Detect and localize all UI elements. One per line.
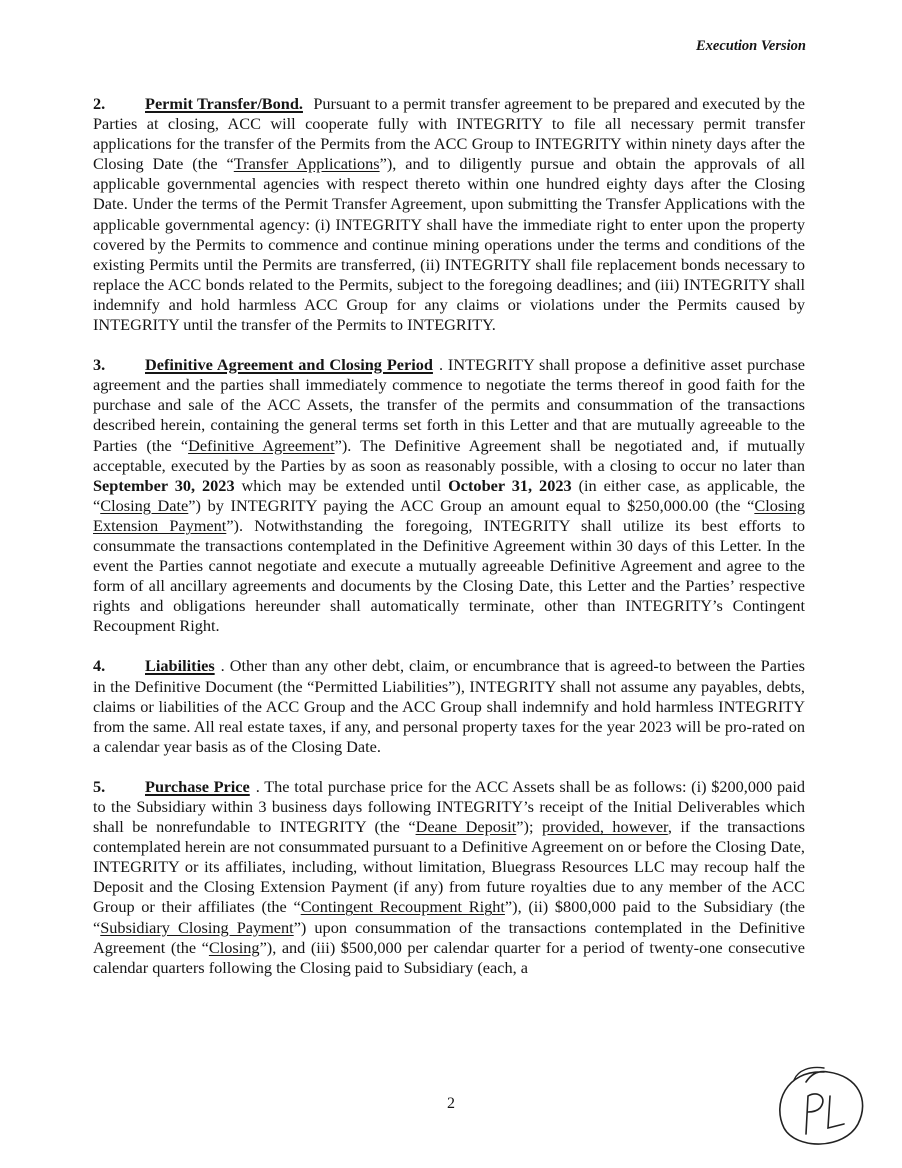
- section-heading: Purchase Price: [145, 776, 250, 796]
- body-text: ”), and (iii) $500,000 per calendar quarter for a period of twenty-one consecutive calendar quarters following the Closing paid to Subsidiary (each, a: [93, 937, 805, 977]
- body-text: , if the transactions contemplated herein are not consummated pursuant to a Definitive Agreement on or before the Closing Date, INTEGRITY or its affiliates, including, without limitation, Bluegrass Resources LLC may recoup half the Deposit and the Closing Extension Payment (if any) from future royalties due to any member of the ACC Group or their affiliates (the “: [93, 817, 805, 917]
- defined-term: Contingent Recoupment Right: [300, 897, 505, 917]
- section-heading: Liabilities: [145, 656, 215, 676]
- section-number: 5.: [93, 776, 106, 796]
- body-text: Pursuant to a permit transfer agreement to be prepared and executed by the Parties at closing, ACC will cooperate fully with INTEGRITY to file all necessary permit transfer applications for the transfer of the Permits from the ACC Group to INTEGRITY within ninety days after the Closing Date (the “: [93, 94, 806, 174]
- body-text: ”) by INTEGRITY paying the ACC Group an amount equal to $250,000.00 (the “: [188, 495, 755, 515]
- body-text: ”);: [516, 817, 542, 837]
- section-heading: Permit Transfer/Bond.: [145, 94, 303, 113]
- execution-version-label: Execution Version: [696, 38, 806, 54]
- section-5: [93, 777, 805, 978]
- body-text: . INTEGRITY shall propose a definitive asset purchase agreement and the parties shall immediately commence to negotiate the terms thereof in good faith for the purchase and sale of the ACC Assets, the transfer of the permits and consummation of the transactions described herein, containing the general terms set forth in this Letter and that are mutually agreeable to the Parties (the “: [93, 355, 805, 455]
- body-text: . Other than any other debt, claim, or encumbrance that is agreed-to between the Parties in the Definitive Document (the “Permitted Liabilities”), INTEGRITY shall not assume any payables, debts, claims or liabilities of the ACC Group and the ACC Group shall indemnify and hold harmless INTEGRITY from the same. All real estate taxes, if any, and personal property taxes for the year 2023 will be pro-rated on a calendar year basis as of the Closing Date.: [93, 656, 805, 756]
- body-text: which may be extended until: [234, 475, 449, 495]
- body-text: ”), (ii) $800,000 paid to the Subsidiary (the “: [93, 897, 805, 937]
- emphasized-date: October 31, 2023: [448, 475, 572, 495]
- body-text: ”) upon consummation of the transactions contemplated in the Definitive Agreement (the “: [93, 917, 805, 957]
- page-number: 2: [447, 1095, 455, 1112]
- body-text: (in either case, as applicable, the “: [93, 475, 805, 515]
- section-number: 4.: [93, 656, 106, 676]
- defined-term: Definitive Agreement: [188, 435, 335, 455]
- defined-term: Subsidiary Closing Payment: [100, 917, 294, 937]
- section-heading: Definitive Agreement and Closing Period: [145, 355, 433, 375]
- defined-term: Closing Extension Payment: [93, 495, 806, 535]
- defined-term: Closing: [208, 937, 260, 957]
- section-3: [93, 355, 805, 636]
- section-2: [93, 94, 805, 335]
- emphasized-date: September 30, 2023: [93, 475, 235, 495]
- body-text: ”). Notwithstanding the foregoing, INTEGRITY shall utilize its best efforts to consummate the transactions contemplated in the Definitive Agreement within 30 days of this Letter. In the event the Parties cannot negotiate and execute a mutually agreeable Definitive Agreement and agree to the form of all ancillary agreements and documents by the Closing Date, this Letter and the Parties’ respective rights and obligations hereunder shall automatically terminate, other than INTEGRITY’s Contingent Recoupment Right.: [93, 515, 805, 636]
- section-4: [93, 656, 805, 756]
- body-text: ”). The Definitive Agreement shall be negotiated and, if mutually acceptable, executed by the Parties by as soon as reasonably possible, with a closing to occur no later than: [93, 435, 806, 475]
- body-text: ”), and to diligently pursue and obtain the approvals of all applicable governmental agencies with respect thereto within one hundred eighty days after the Closing Date. Under the terms of the Permit Transfer Agreement, upon submitting the Transfer Applications with the applicable governmental agency: (i) INTEGRITY shall have the immediate right to enter upon the property covered by the Permits to commence and continue mining operations under the terms and conditions of the existing Permits until the Permits are transferred, (ii) INTEGRITY shall file replacement bonds necessary to replace the ACC bonds related to the Permits, subject to the foregoing deadlines; and (iii) INTEGRITY shall indemnify and hold harmless ACC Group for any claims or violations under the Permits caused by INTEGRITY until the transfer of the Permits to INTEGRITY.: [93, 154, 805, 335]
- defined-term: Transfer Applications: [233, 154, 380, 174]
- body-text: . The total purchase price for the ACC Assets shall be as follows: (i) $200,000 paid to the Subsidiary within 3 business days following INTEGRITY’s receipt of the Initial Deliverables which shall be nonrefundable to INTEGRITY (the “: [93, 776, 805, 837]
- defined-term: Deane Deposit: [415, 817, 517, 837]
- document-body: [93, 94, 805, 998]
- section-number: 2.: [93, 94, 106, 113]
- defined-term: provided, however: [541, 817, 668, 837]
- defined-term: Closing Date: [100, 495, 189, 515]
- handwritten-initials: [766, 1062, 876, 1152]
- section-number: 3.: [93, 355, 106, 375]
